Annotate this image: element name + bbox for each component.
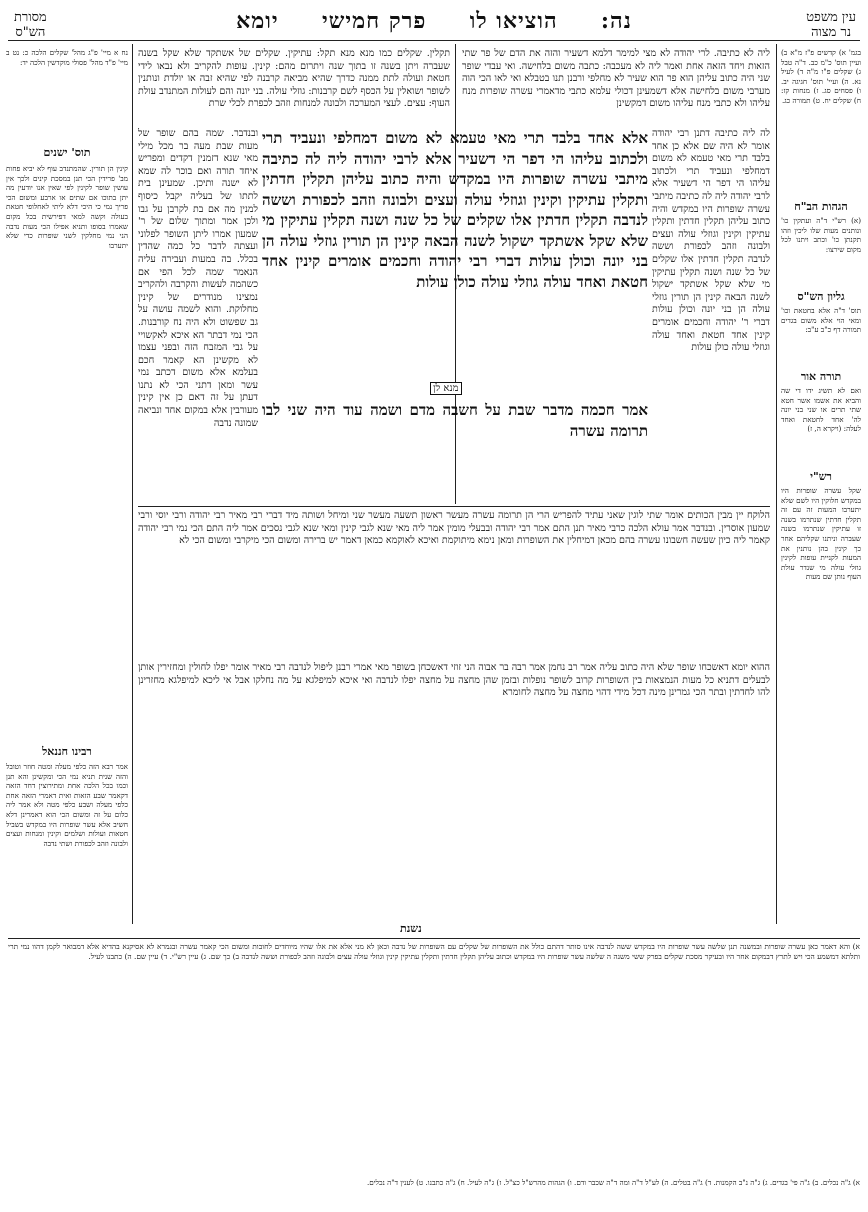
perek-label: פרק חמישי — [322, 8, 427, 34]
gemara-central: אלא אחד בלבד תרי מאי טעמא לא משום דמחלפי ונעביד תרי ולכתוב עליהו הי דפר הי דשעיר אלא לרבי יהודה ליה לה כתיבה מיתבי עשרה שופרות היו במקדש והיה כתוב עליהן תקלין חדתין ותקלין עתיקין וקינין וגוזלי עולה ועצים ולבונה וזהב לכפורת וששה לנדבה תקלין חדתין אלו שקלים של כל שנה ושנה תקלין עתיקין מי שלא שקל אשתקד ישקול לשנה הבאה קינין הן תורין גוזלי עולה הן בני יונה וכולן עולות דברי רבי יהודה וחכמים אומרים קינין אחד חטאת ואחד עולה גוזלי עולה כולן עולות — [262, 129, 648, 291]
rashi-margin-text: שקל עשרה שופרות היו במקדש חלוקין היו לשם שלא יתערבו המעות זה עם זה תקלין חדתין שנתרמו בשנה זו עתיקין שנתרמו בשנה שעברה וניתנו שקליהם אחר כך קינין בהן נותנין את המעות לקניית עופות לקינין גוזלי עולה מי שנדר עולת העוף נותן שם מעות — [781, 486, 861, 582]
tosfot-label: תוס' ישנים — [43, 146, 91, 159]
footnote-rule — [8, 938, 860, 939]
gilyon-label: גליון הש"ס — [797, 290, 845, 303]
mid-rule — [138, 506, 770, 507]
daf-number: נה: — [600, 8, 632, 34]
torah-or-label: תורה אור — [800, 370, 842, 383]
rabbeinu-text: אמר רבא הזה כלפי מעלה ומטה חוזר וטובל והזה שנית תניא נמי הכי ומקשינן והא תנן וכמו בכל הלכה אחת ומתירוצין דחד הזאה דקאמר שבע הזאות ואית דאמרי הזאה אחת כלפי מעלה ושבע כלפי מטה ולא אמר ליה כלום על זה ומשום הכי הוא דאמרינן דלא חשיב אלא עשר שופרות היו במקדש בשביל חטאות ועולות ושלמים וקינין ומנחות ועצים ולבונה וזהב לכפורת ושתי נדבה — [6, 762, 128, 848]
gemara-lower-1: הלוקח יין מבין הכותים אומר שתי לוגין שאני עתיד להפריש הרי הן תרומה עשרה מעשר ראשון תשעה מעשר שני ומיחל ושותה מיד דברי רבי מאיר רבי יהודה ורבי יוסי ורבי שמעון אוסרין. ובנדבר אמר עולא הלכה כרבי מאיר תנן התם אמר רבי יהודה ובבעלי מומין אמר ליה מאי שנא לגבי קינין ומאי שנא לגבי נסכים אמר ליה התם הכי נמי רבי יהודה קאמר ליה כיון שעשה חשבונו עשרה בהם מכאן דמיחלין את השופרות ומאן נימא מיתוקמת ואיכא לאוקמא כמאן דאמר יש ברירה ומשום הכי מיקרבי ומשום הכי לא — [138, 510, 770, 547]
gilyon-text: תוס' ד"ה אלא בחטאת וכו' ומאי הוי אלא משום בגדים תמורה דף כ"ב ע"ב: — [781, 306, 861, 335]
tosfot-column: ובנדבר. שמה בהם שופר של מעות שבת מעה בר מכל מילי מאי שנא דזמנין דקדים ומפריש איחד תורה ואם בוכר לה שמא לא ישנה ותיכן. שמעינן בית לתתו של בעליה יקבל כיסוף למנין מה אם בת לקרבן על גבו ולכן אמר ומתוך שלום של ר' שמעון אמרו ליתן השופר לפלוני ועצתה לדבר כל כמה שהדין בכלל. בה במעות ועבירה עליה הנאמר שמה לכל הפי אם כשהמה לעשות והקרבה ולהקריב נמצינו מנודרים של קינין מחלוקת. והוא לשמה עושה על גב שפשוט ולא היה נח קורבנות. הכי נמי דבתר הא איכא לאקשויי על גבי המזבח הזה ובפני עצמו לא מקשינן הא קאמר חכם בעלמא אלא משום דכתב נמי עשר ומאן דתני הכי לא נתנו דעתן על זה דאם כן אין קינין מעורבין אלא במקום אחד ונביאה שמונה נדבה — [138, 128, 258, 429]
header-rule — [8, 40, 860, 41]
footnote-refs: א) ג"ה נכלים. ב) ג"ה פי' בגדים. ג) ג"ה נ"ב הקמנות. ד) ג"ה בטלים. ה) לע"ל ד"ה ומה ד"ה שכבר ודם. ו) הגהות מהרש"ל כצ"ל. ז) ג"ה לעיל. ח) ג"ה כתבנו. ט) לענין ד"ה נכלים. — [366, 1178, 860, 1187]
hagahot-label: הגהות הב"ח — [794, 200, 848, 213]
right-margin-rule — [776, 44, 777, 924]
commentary-top-left: תקלין. שקלים כמו מנא מנא תקל: עתיקין. שקלים של אשתקד שלא שקל בשנה שעברה ויתן בשנה זו בתוך שנה ויתרום מהם: קינין. עופות להקריב ולא נבאו לידי חטאת ועולה לתת ממנה כדרך שהיא מביאה קרבנה לפי שהיא זבה או יולדת ונותנין לשופר ושואלין על הכסף לשם קרבנות: גוזלי עולה. בני יונה והם לעולות המתנדב עולת העוף: עצים. לעצי המערכה ולבונה למנחות וזהב לכפרת לכלי שרת — [138, 48, 450, 110]
commentary-top-right: ליה לא כתיבה. לרי יהודה לא מצי למימר דלמא דשעיר והזה את הדם של פר שתי הזאות ויחד הזאה אחת ואמר ליה לא מעכבה: כתבה משום בלחישה. ואי עבדי שופר שני היה כתוב עליהן הוא פר הוא שעיר לא מחלפי ורבנן תנו בטבלא ואי לאו הכי הוה מערבי משום בלחישה אלא דשמעינן דכולי עלמא כתבי מדאמרי עשרה שופרות מנח עליהו ולא כתבי מנח עליהו משום דמקשינן — [462, 48, 770, 110]
masoret-header: מסורת הש"ס — [14, 10, 47, 40]
mishna-marker: מנא לן — [430, 382, 462, 395]
gemara-central-continued: אמר חכמה מדבר שבת על חשבה מדם ושמה עוד היה שני לבו תרומה עשרה — [262, 401, 648, 440]
ein-mishpat-header: עין משפט נר מצוה — [806, 10, 856, 40]
rabbeinu-label: רבינו חננאל — [42, 745, 92, 758]
torah-or-text: ואם לא תשיג ידו די שה והביא את אשמו אשר חטא שתי תרים או שני בני יונה לה' אחד לחטאת ואחד לעלה: (ויקרא ה, ז) — [781, 386, 861, 434]
ein-mishpat-text: נח א מיי' פ"ג מהל' שקלים הלכה כ: נט ב מיי' פ"ד מהל' פסולי מוקדשין הלכה יד: — [6, 48, 128, 67]
rashi-column: לה ליה כתיבה דתנן רבי יהודה אומר לא היה שם אלא כן אחד בלבד תרי מאי טעמא לא משום דמחלפי ונעביד תרי ולכתוב עליהו הי דפר הי דשעיר אלא לרבי יהודה ליה לה כתיבה מיתבי עשרה שופרות היו במקדש והיה כתוב עליהן תקלין חדתין ותקלין עתיקין וקינין וגוזלי עולה ועצים ולבונה וזהב לכפורת וששה לנדבה תקלין חדתין אלו שקלים של כל שנה ושנה תקלין עתיקין מי שלא שקל אשתקד ישקול לשנה הבאה קינין הן תורין גוזלי עולה הן בני יונה וכולן עולות דברי ר' יהודה וחכמים אומרים קינין אחד חטאת ואחד עולה וגוזלי עולה כולן עולות — [652, 128, 770, 354]
left-margin-rule — [132, 44, 133, 924]
hagahot-text: (א) רש"י ד"ה ועתקין כו' ונותנים מעות שלו ליכין וזהו תקנתן כו' וכתב ויתנו לכל מקום שירצו: — [781, 216, 861, 254]
tractate-name: יומא — [236, 8, 279, 34]
tosfot-text: קינין הן תורין. שהמתנדב עוף לא יביא פחות מב' פרידין הכי תנן במסכת קינים ולכך אין עושין שופר לקינין לפי שאין אנו יודעין מה יתן בתוכו אם שתים או ארבע ומשום הכי פריך נמי כי היכי דלא ליתי לאחלופי חטאת בעולה וקשה למאי דפירשית בכל מקום שאמרו בסופו ותניא אפילו הכי מעות נדבה הני נמי מחלקין לשני שופרות כדי שלא יתערבו — [6, 164, 128, 250]
masoret-text: בגמ' א) קדשים פ"ז מ"א ב) ועיין תוס' כ"מ כב. ד"ה טבל ג) שקלים פ"ו מ"ה ד) לעיל נא. ה) ועיי' תוס' חגיגה יב. ו) פסחים סג. ז) מנחות קז: ח) שקלים יח. ט) תמורה כג. — [781, 48, 861, 105]
footnotes-text: א) והא דאמר כאן עשרה שופרות ובמשנה תנן שלשה עשר שופרות היו במקדש ששה לנדבה אינו סותר דהתם כולל את השופרות של שקלים עם השופרות של נדבה וכאן לא מני אלא את אלו שהיו מיוחדים לחובות ומשום הכי קאמר עשרה ובגמרא לא אסיקנא בהדיא אלא דמבואר לקמן דהוו נמי תרי ותלתא דמשמע הכי ויש לתרץ דבמקום אחר היו ובעיקר מסכת שקלים בפרק ששי משנה ה שלשה עשר שופרות היו במקדש וכתוב עליהן תקלין חדתין ותקלין עתיקין קינין וגוזלי עולה עצים ולבונה וזהב לכפורת וששה לנדבה ב) כך שם. ג) עיין רש"י. ד) עיין שם. ה) כתבנו לעיל. — [8, 942, 860, 961]
gemara-lower-2: ההוא יומא דאשכחו שופר שלא היה כתוב עליה אמר רב נחמן אמר רבה בר אבוה הני זוזי דאשכחן בשופר מאי אמרי רבנן ליפול לנדבה רבי מאיר אומר יפלו לחולין ומחזירין אותן לבעלים דתניא כל מעות הנמצאות בין השופרות קרוב לשופר נופלות ובזמן שהן מחצה על מחצה יפלו לנדבה ואי איכא למיפלגא על מה נחלקו אבל אי ליכא למיפלגא מחזרינן להו לחדתין ובתר הכי גמרינן מינה דכל מידי דהוי מחצה על מחצה לחומרא — [138, 662, 770, 699]
rashi-label: רש"י — [810, 470, 832, 483]
page-header — [0, 8, 868, 34]
bottom-caption: נשנת — [400, 922, 422, 935]
chapter-name: הוציאו לו — [469, 8, 558, 34]
